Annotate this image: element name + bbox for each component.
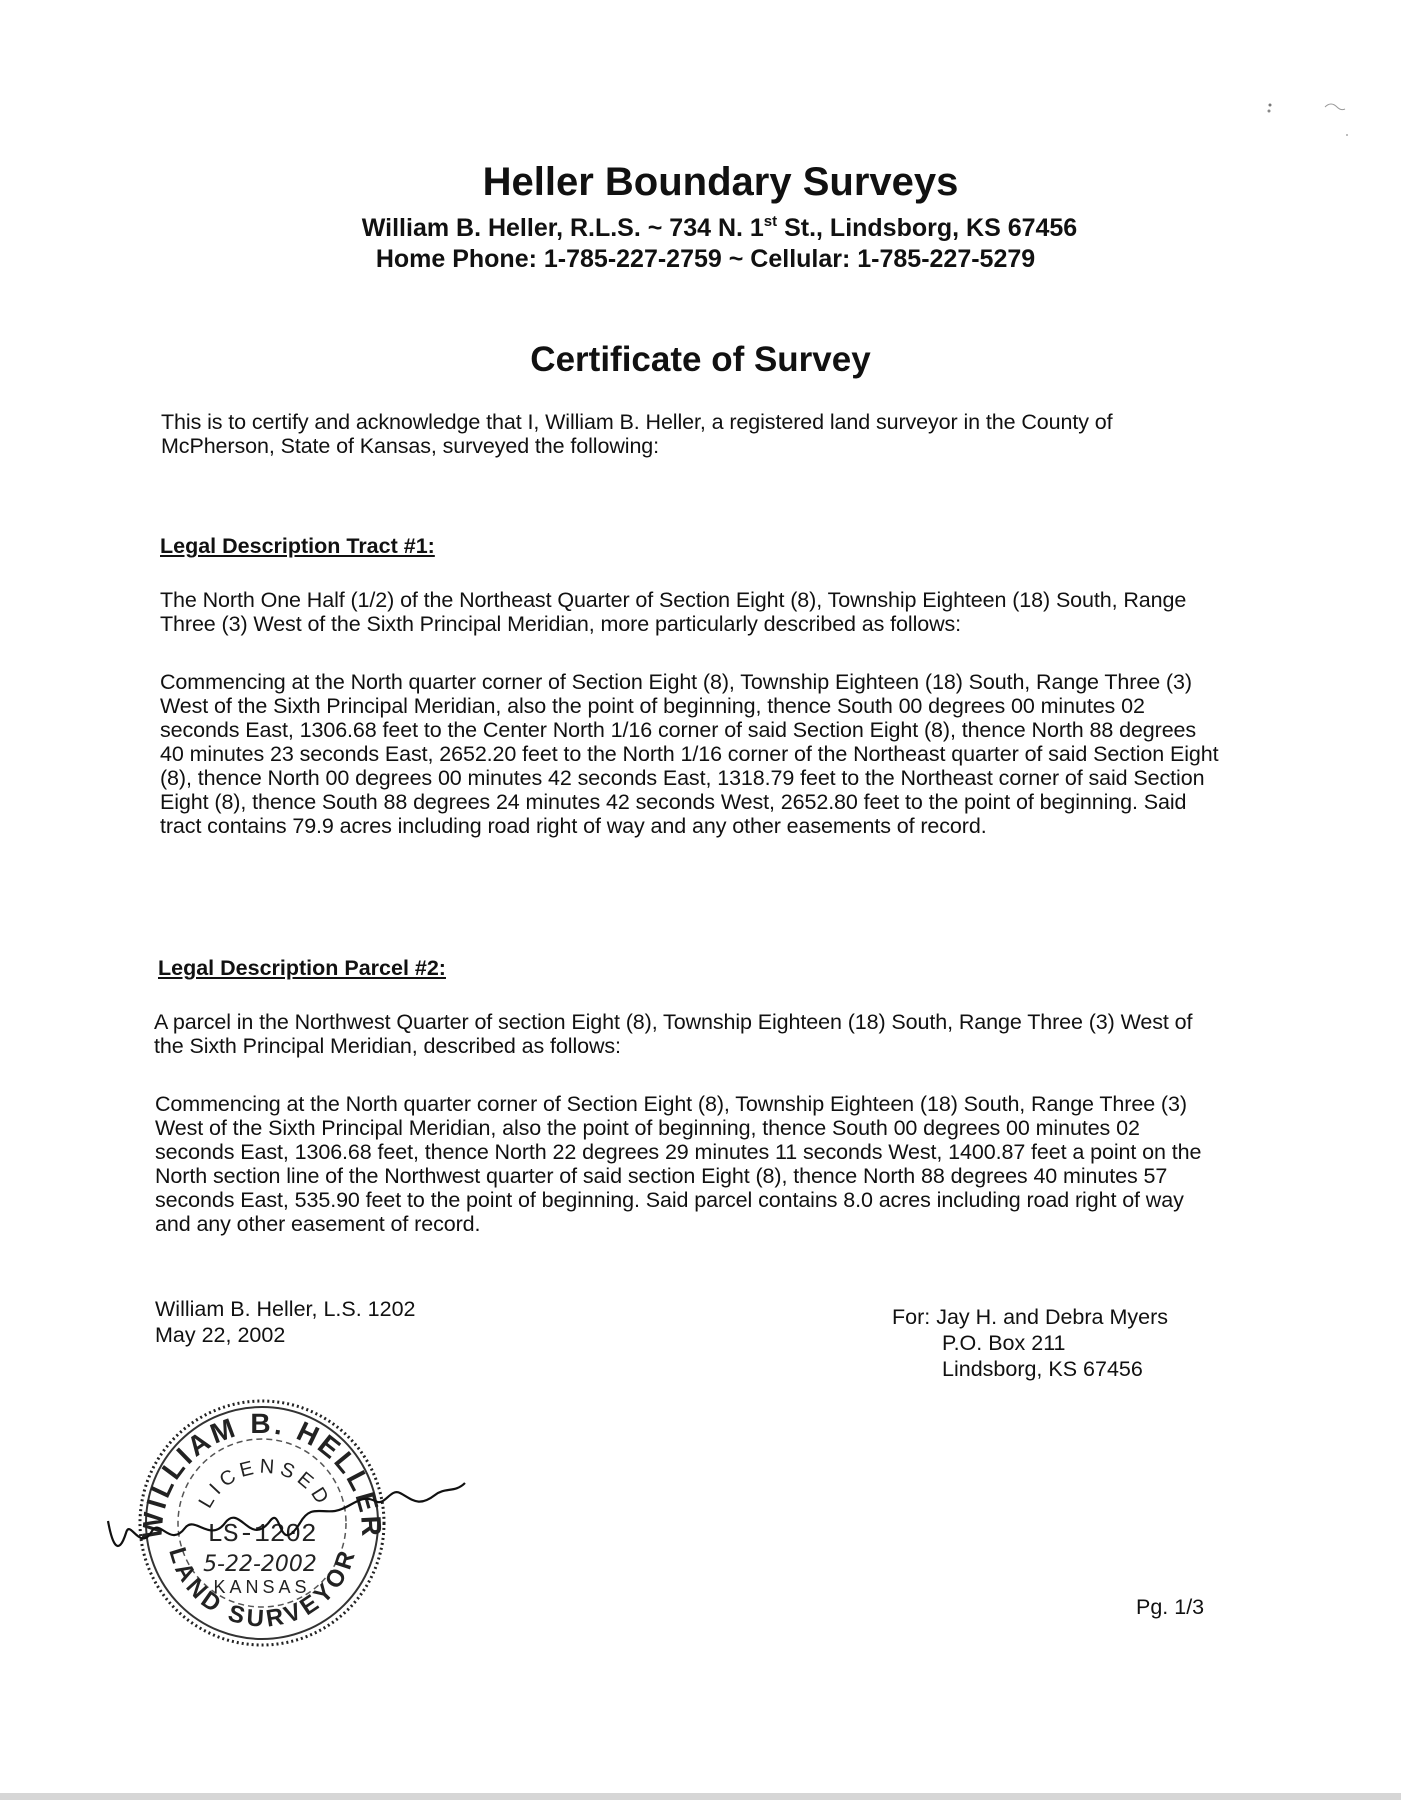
svg-text:LICENSED	[195, 1456, 336, 1512]
surveyor-signature-block	[155, 1296, 416, 1348]
letterhead	[0, 158, 1401, 275]
seal-handwritten-date: 5-22-2002	[203, 1552, 317, 1577]
survey-date: May 22, 2002	[155, 1323, 286, 1347]
tract1-heading: Legal Description Tract #1:	[160, 534, 435, 558]
client-address-block	[892, 1304, 1168, 1382]
address-line	[0, 206, 1401, 244]
phone-line: Home Phone: 1-785-227-2759 ~ Cellular: 1-785-227-5279	[375, 245, 1036, 273]
parcel2-heading: Legal Description Parcel #2:	[158, 956, 446, 980]
company-name: Heller Boundary Surveys	[482, 160, 959, 204]
tract1-summary: The North One Half (1/2) of the Northeast Quarter of Section Eight (8), Township Eighteen (18) South, Range Three (3) West of the Sixth Principal Meridian, more particularly described as follows:	[160, 588, 1187, 636]
surveyor-name: William B. Heller, L.S. 1202	[155, 1297, 416, 1321]
page-number: Pg. 1/3	[1136, 1595, 1205, 1619]
scan-bottom-edge	[0, 1793, 1401, 1800]
intro-paragraph: This is to certify and acknowledge that I, William B. Heller, a registered land surveyor in the County of McPherson, State of Kansas, surveyed the following:	[161, 410, 1113, 458]
address-text-end: St., Lindsborg, KS 67456	[777, 214, 1078, 242]
seal-bottom-arc: LAND SURVEYOR	[163, 1544, 362, 1633]
address-superscript: st	[763, 213, 778, 230]
parcel2-summary: A parcel in the Northwest Quarter of section Eight (8), Township Eighteen (18) South, Range Three (3) West of the Sixth Principal Meridian, described as follows:	[154, 1010, 1193, 1058]
client-city: Lindsborg, KS 67456	[942, 1357, 1143, 1381]
seal-number: LS-1202	[207, 1519, 317, 1549]
surveyor-seal-stamp	[100, 1383, 470, 1653]
scan-artifact-marks	[1255, 95, 1355, 145]
client-name: For: Jay H. and Debra Myers	[892, 1305, 1169, 1329]
seal-state: KANSAS	[213, 1577, 311, 1597]
address-text: William B. Heller, R.L.S. ~ 734 N. 1	[361, 214, 764, 242]
seal-top-arc: WILLIAM B. HELLER	[136, 1408, 388, 1541]
parcel2-description: Commencing at the North quarter corner of Section Eight (8), Township Eighteen (18) South, Range Three (3) West of the Sixth Principal Meridian, also the point of beginning, thence South 00 degrees 00 minutes 02 seconds East, 1306.68 feet, thence North 22 degrees 29 minutes 11 seconds West, 1400.87 feet a point on the North section line of the Northwest quarter of said section Eight (8), thence North 88 degrees 40 minutes 57 seconds East, 535.90 feet to the point of beginning. Said parcel contains 8.0 acres including road right of way and any other easement of record.	[155, 1092, 1202, 1236]
seal-licensed: LICENSED	[194, 1455, 336, 1512]
document-title: Certificate of Survey	[530, 340, 871, 379]
client-po-box: P.O. Box 211	[942, 1331, 1066, 1355]
tract1-description: Commencing at the North quarter corner of Section Eight (8), Township Eighteen (18) South, Range Three (3) West of the Sixth Principal Meridian, also the point of beginning, thence South 00 degrees 00 minutes 02 seconds East, 1306.68 feet to the Center North 1/16 corner of said Section Eight (8), thence North 88 degrees 40 minutes 23 seconds East, 2652.20 feet to the North 1/16 corner of the Northeast quarter of said Section Eight (8), thence North 00 degrees 00 minutes 42 seconds East, 1318.79 feet to the Northeast corner of said Section Eight (8), thence South 88 degrees 24 minutes 42 seconds West, 2652.80 feet to the point of beginning. Said tract contains 79.9 acres including road right of way and any other easements of record.	[160, 670, 1219, 838]
